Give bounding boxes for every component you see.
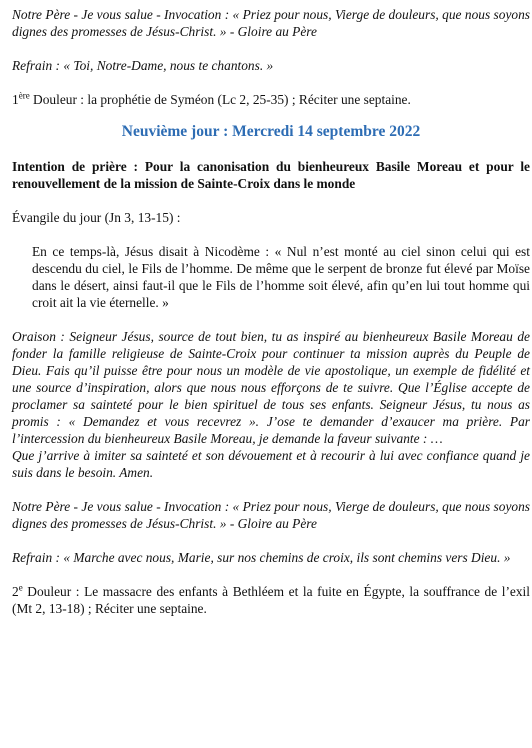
sorrow-number: 1 [12,92,19,107]
oraison-text: Oraison : Seigneur Jésus, source de tout bien, tu as inspiré au bienheureux Basile Moreau de fonder la famille religieuse de Sainte-Croix pour continuer ta mission auprès du Peuple de Dieu. Fais qu’il puisse être pour nous un modèle de vie apostolique, un exemple de fidélité et une source d’inspiration, alors que nous nous efforçons de te suivre. Que l’Église accepte de proclamer sa sainteté pour le bien spirituel de tous ses enfants. Seigneur Jésus, tu nous as promis : « Demandez et vous recevrez ». J’ose te demander d’exaucer ma prière. Par l’intercession du bienheureux Basile Moreau, je demande la faveur suivante : … [12,329,530,446]
prayer-sequence: Notre Père - Je vous salue - Invocation : « Priez pour nous, Vierge de douleurs, que nous soyons dignes des promesses de Jésus-Christ. » - Gloire au Père [12,7,530,39]
sorrow-ordinal: ère [18,90,30,101]
day-title: Neuvième jour : Mercredi 14 septembre 2022 [121,123,421,140]
sorrow-text: Douleur : la prophétie de Syméon (Lc 2, 25-35) ; Réciter une septaine. [29,92,411,107]
gospel-reference: Évangile du jour (Jn 3, 13-15) : [12,210,181,225]
gospel-text: En ce temps-là, Jésus disait à Nicodème : « Nul n’est monté au ciel sinon celui qui est descendu du ciel, le Fils de l’homme. De même que le serpent de bronze fut élevé par Moïse dans le désert, ainsi faut-il que le Fils de l’homme soit élevé, afin qu’en lui tout homme qui croit ait la vie éternelle. » [32,244,530,310]
oraison-ending: Que j’arrive à imiter sa sainteté et son dévouement et à recourir à lui avec confiance quand je suis dans le besoin. Amen. [12,448,530,480]
sorrow-line [12,91,530,108]
refrain: Refrain : « Toi, Notre-Dame, nous te chantons. » [12,58,274,73]
sorrow-text-2: Douleur : Le massacre des enfants à Bethléem et la fuite en Égypte, la souffrance de l’exil (Mt 2, 13-18) ; Réciter une septaine. [12,584,530,616]
prayer-sequence-2: Notre Père - Je vous salue - Invocation : « Priez pour nous, Vierge de douleurs, que nous soyons dignes des promesses de Jésus-Christ. » - Gloire au Père [12,499,530,531]
sorrow-ordinal-2: e [18,582,23,593]
sorrow-number-2: 2 [12,584,19,599]
refrain-2: Refrain : « Marche avec nous, Marie, sur nos chemins de croix, ils sont chemins vers Dieu. » [12,550,511,565]
prayer-intention: Intention de prière : Pour la canonisation du bienheureux Basile Moreau et pour le renouvellement de la mission de Sainte-Croix dans le monde [12,159,530,191]
sorrow-line-2 [12,583,530,617]
document-page [12,6,530,617]
